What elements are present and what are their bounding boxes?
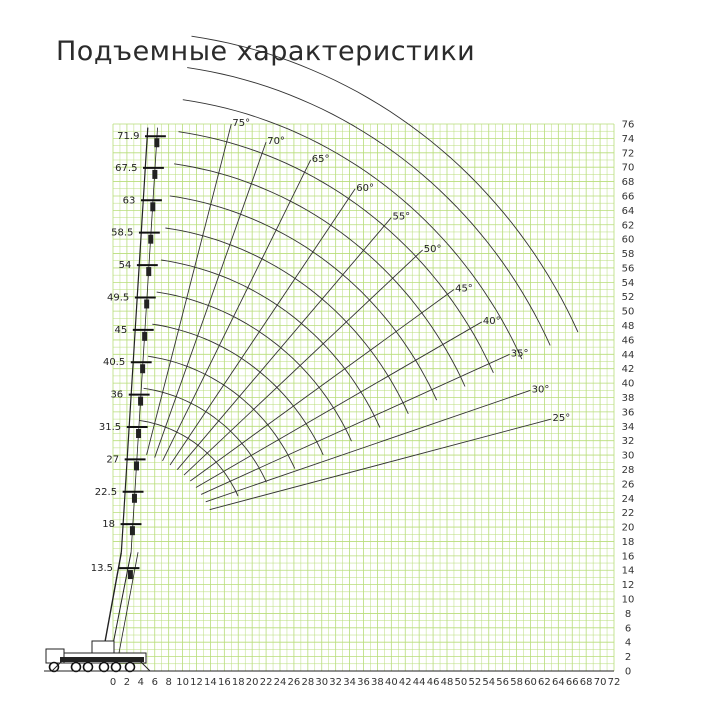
- y-tick-label: 64: [621, 205, 635, 217]
- hook-block: [128, 570, 133, 579]
- angle-label: 35°: [510, 348, 529, 360]
- angle-label: 55°: [392, 211, 411, 223]
- y-tick-label: 46: [621, 335, 635, 347]
- wheel: [100, 663, 109, 672]
- length-arc: [148, 356, 295, 468]
- y-tick-label: 72: [621, 148, 635, 160]
- x-tick-label: 10: [176, 677, 189, 688]
- hook-block: [140, 364, 145, 373]
- x-tick-label: 36: [357, 677, 370, 688]
- y-tick-label: 2: [624, 652, 632, 664]
- x-tick-label: 38: [371, 677, 384, 688]
- boom-length-label: 49.5: [107, 292, 130, 304]
- x-tick-label: 42: [398, 677, 412, 688]
- boom-length-label: 40.5: [102, 357, 126, 369]
- hook-block: [154, 138, 159, 147]
- hook-block: [148, 235, 153, 244]
- angle-line: [210, 419, 552, 510]
- boom-length-label: 71.9: [117, 131, 140, 143]
- y-tick-label: 34: [621, 421, 635, 433]
- x-tick-label: 20: [245, 677, 259, 688]
- hook-block: [152, 170, 157, 179]
- y-tick-label: 60: [621, 234, 635, 246]
- angle-line: [163, 160, 311, 461]
- x-tick-label: 66: [565, 677, 579, 688]
- boom-length-label: 58.5: [111, 227, 134, 239]
- chart-grid: [113, 124, 614, 671]
- y-tick-label: 18: [621, 536, 635, 548]
- boom-length-label: 45: [114, 324, 128, 336]
- x-tick-label: 70: [593, 677, 607, 688]
- x-tick-label: 44: [412, 677, 426, 688]
- x-tick-label: 4: [137, 677, 145, 688]
- hook-block: [134, 461, 139, 470]
- boom-length-label: 36: [110, 389, 124, 401]
- x-tick-label: 8: [165, 677, 172, 688]
- y-tick-label: 54: [621, 277, 635, 289]
- x-tick-label: 14: [204, 677, 217, 688]
- wheel: [126, 663, 135, 672]
- boom-length-label: 54: [118, 260, 132, 272]
- x-tick-label: 16: [217, 677, 231, 688]
- length-arc: [192, 36, 578, 332]
- wheel: [72, 663, 81, 672]
- y-tick-label: 22: [621, 508, 635, 520]
- crane-cab: [92, 641, 114, 653]
- angle-line: [201, 354, 509, 494]
- y-tick-label: 62: [621, 220, 635, 232]
- angle-label: 65°: [311, 153, 330, 165]
- wheel: [84, 663, 93, 672]
- y-tick-label: 28: [621, 464, 635, 476]
- x-tick-label: 18: [231, 677, 245, 688]
- y-tick-label: 52: [621, 292, 635, 304]
- x-tick-label: 0: [109, 677, 117, 688]
- x-tick-label: 58: [510, 677, 523, 688]
- hook-block: [144, 299, 149, 308]
- hook-block: [132, 494, 137, 503]
- y-tick-label: 20: [621, 522, 635, 534]
- x-tick-label: 40: [384, 677, 398, 688]
- y-tick-label: 50: [621, 306, 635, 318]
- x-tick-label: 56: [496, 677, 510, 688]
- y-tick-label: 70: [621, 162, 635, 174]
- y-tick-label: 16: [621, 551, 635, 563]
- x-tick-label: 6: [151, 677, 158, 688]
- angle-label: 70°: [267, 135, 285, 147]
- x-tick-label: 22: [259, 677, 273, 688]
- y-tick-label: 56: [621, 263, 635, 275]
- x-tick-label: 30: [315, 677, 329, 688]
- truck-chassis: [60, 657, 144, 662]
- y-tick-label: 44: [621, 349, 635, 361]
- length-arc: [157, 292, 352, 441]
- boom-length-label: 27: [106, 454, 120, 466]
- y-axis-ticks: [622, 120, 635, 678]
- y-tick-label: 10: [621, 594, 635, 606]
- x-tick-label: 24: [273, 677, 287, 688]
- hook-block: [146, 267, 151, 276]
- boom-length-label: 67.5: [115, 162, 138, 174]
- angle-line: [177, 218, 391, 470]
- angle-label: 25°: [552, 413, 571, 425]
- y-tick-label: 42: [621, 364, 635, 376]
- angle-line: [170, 189, 355, 465]
- page-title: Подъемные характеристики: [56, 36, 476, 67]
- x-tick-label: 54: [482, 677, 496, 688]
- boom-length-label: 31.5: [98, 422, 122, 434]
- y-tick-label: 48: [621, 321, 635, 333]
- length-arc: [161, 260, 380, 428]
- y-tick-label: 38: [621, 393, 635, 404]
- hook-block: [136, 429, 141, 438]
- y-tick-label: 58: [621, 249, 635, 261]
- x-tick-label: 26: [287, 677, 301, 688]
- y-tick-label: 12: [621, 580, 635, 592]
- angle-label: 60°: [356, 182, 375, 194]
- y-tick-label: 66: [621, 191, 635, 203]
- angle-label: 50°: [423, 243, 442, 255]
- x-tick-label: 34: [343, 677, 356, 688]
- x-tick-label: 32: [329, 677, 343, 688]
- y-tick-label: 14: [621, 565, 635, 577]
- hook-block: [150, 202, 155, 211]
- y-tick-label: 8: [624, 608, 632, 620]
- y-tick-label: 40: [621, 378, 635, 390]
- angle-label: 75°: [232, 118, 251, 129]
- x-tick-label: 48: [440, 677, 454, 688]
- boom-length-label: 13.5: [90, 563, 113, 575]
- x-tick-label: 28: [301, 677, 315, 688]
- y-tick-label: 4: [624, 637, 632, 649]
- boom-length-label: 18: [102, 519, 116, 531]
- x-tick-label: 68: [579, 677, 593, 688]
- y-tick-label: 6: [624, 623, 632, 635]
- length-arc: [144, 388, 267, 482]
- y-tick-label: 74: [621, 133, 635, 145]
- x-tick-label: 62: [538, 677, 551, 688]
- x-axis-ticks: [110, 677, 621, 688]
- angle-label: 45°: [455, 283, 473, 295]
- x-tick-label: 60: [524, 677, 537, 688]
- wheel: [112, 663, 121, 672]
- x-tick-label: 52: [468, 677, 482, 688]
- y-tick-label: 0: [624, 666, 632, 678]
- hook-block: [138, 397, 143, 406]
- y-tick-label: 26: [621, 479, 635, 491]
- x-tick-label: 64: [551, 677, 565, 688]
- x-tick-label: 12: [190, 677, 203, 688]
- x-tick-label: 50: [454, 677, 468, 688]
- angle-label: 30°: [531, 384, 550, 396]
- y-tick-label: 76: [621, 119, 635, 131]
- length-arc: [152, 324, 323, 455]
- y-tick-label: 30: [621, 450, 635, 462]
- angle-label: 40°: [482, 315, 501, 327]
- y-tick-label: 32: [621, 436, 635, 448]
- boom-length-arcs: [139, 36, 578, 496]
- y-tick-label: 68: [621, 177, 635, 189]
- x-tick-label: 2: [123, 677, 131, 688]
- hook-block: [130, 526, 135, 535]
- wheel: [50, 663, 59, 672]
- x-tick-label: 46: [426, 677, 440, 688]
- x-tick-label: 72: [607, 677, 621, 688]
- y-tick-label: 36: [621, 407, 635, 419]
- y-tick-label: 24: [621, 493, 635, 505]
- boom-length-label: 63: [122, 195, 136, 207]
- boom-length-label: 22.5: [94, 486, 118, 498]
- hook-block: [142, 332, 147, 341]
